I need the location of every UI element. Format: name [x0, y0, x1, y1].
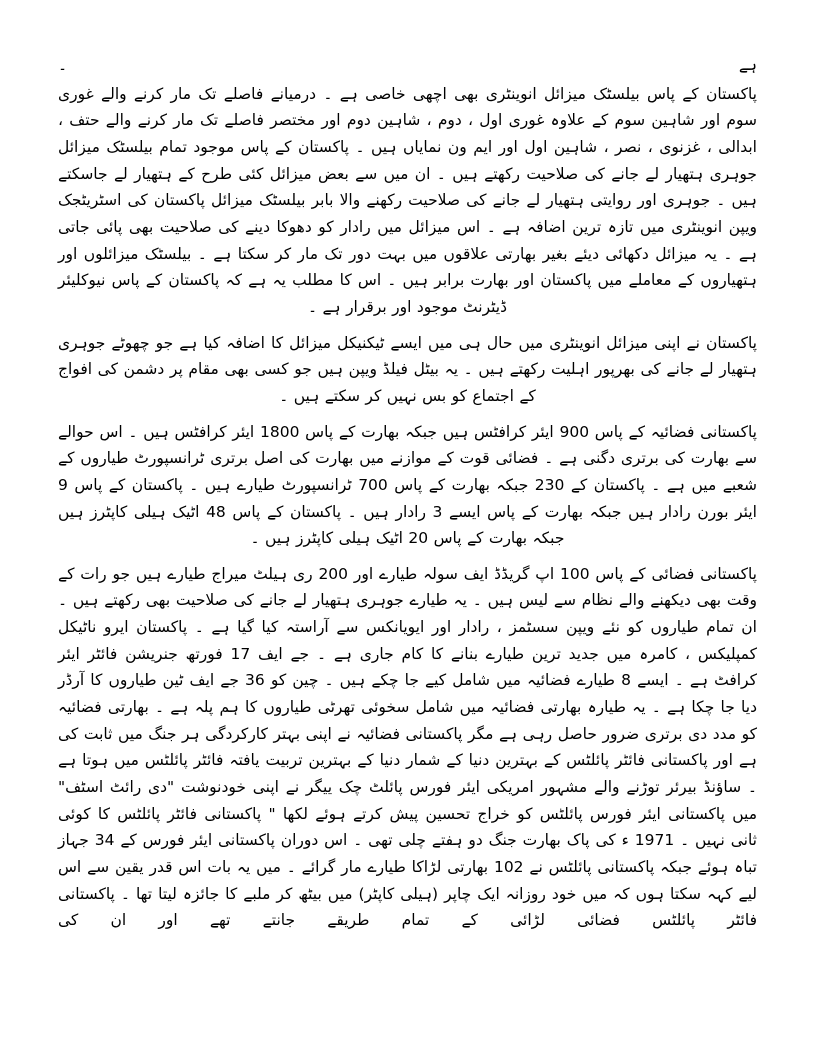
- paragraph-4: پاکستانی فضائی کے پاس 100 اپ گریڈڈ ایف سولہ طیارے اور 200 ری ہیلٹ میراج طیارے ہیں جو رات کے وقت بھی دیکھنے والے نظام سے لیس ہیں ۔ یہ طیارے جوہری ہتھیار لے جانے کی صلاحیت بھی رکھتے ہیں ۔ ان تمام طیاروں کو نئے ویپن سسٹمز ، رادار اور ایویانکس سے آراستہ کیا گیا ہے ۔ پاکستان ایرو ناٹیکل کمپلیکس ، کامرہ میں جدید ترین طیارے بنانے کا کام جاری ہے ۔ جے ایف 17 فورتھ جنریشن فائٹر ایئر کرافٹ ہے ۔ ایسے 8 طیارے فضائیہ میں شامل کیے جا چکے ہیں ۔ چین کو 36 جے ایف ٹین طیاروں کا آرڈر دیا جا چکا ہے ۔ یہ طیارہ بھارتی فضائیہ میں شامل سخوئی تھرٹی طیاروں کا ہم پلہ ہے ۔ بھارتی فضائیہ کو مدد دی برتری ضرور حاصل رہی ہے مگر پاکستانی فضائیہ نے اپنی بہتر کارکردگی ہر جنگ میں ثابت کی ہے اور پاکستانی فائٹر پائلٹس کے بہترین دنیا کے شمار دنیا کے بہترین تربیت یافتہ فائٹر پائلٹس میں ہوتا ہے ۔ ساؤنڈ بیرئر توڑنے والے مشہور امریکی ایئر فورس پائلٹ چک ییگر نے اپنی خودنوشت "دی رائٹ اسٹف" میں پاکستانی ایئر فورس پائلٹس کو خراج تحسین پیش کرتے ہوئے لکھا " پاکستانی فائٹر پائلٹس کا کوئی ثانی نہیں ۔ 1971 ء کی پاک بھارت جنگ دو ہفتے چلی تھی ۔ اس دوران پاکستانی ایئر فورس کے 34 جہاز تباہ ہوئے جبکہ پاکستانی پائلٹس نے 102 بھارتی لڑاکا طیارے مار گرائے ۔ میں یہ بات اس قدر یقین سے اس لیے کہہ سکتا ہوں کہ میں خود روزانہ ایک چاپر (ہیلی کاپٹر) میں بیٹھ کر ملبے کا جائزہ لیتا تھا ۔ پاکستانی فائٹر پائلٹس فضائی لڑائی کے تمام طریقے جانتے تھے اور ان کی: [58, 564, 757, 930]
- document-body: [58, 52, 757, 934]
- top-line-fragment: ہے ۔: [58, 56, 757, 74]
- paragraph-2: پاکستان نے اپنی میزائل انوینٹری میں حال ہی میں ایسے ٹیکنیکل میزائل کا اضافہ کیا ہے جو چھوٹے جوہری ہتھیار لے جانے کی بھرپور اہلیت رکھتے ہیں ۔ یہ بیٹل فیلڈ ویپن ہیں جو کسی بھی مقام پر دشمن کی افواج کے اجتماع کو بس نہیں کر سکتے ہیں ۔: [58, 333, 757, 405]
- paragraph-3: پاکستانی فضائیہ کے پاس 900 ایئر کرافٹس ہیں جبکہ بھارت کے پاس 1800 ایئر کرافٹس ہیں ۔ اس حوالے سے بھارت کی برتری دگنی ہے ۔ فضائی قوت کے موازنے میں بھارت کی اصل برتری ٹرانسپورٹ طیاروں کے شعبے میں ہے ۔ پاکستان کے 230 جبکہ بھارت کے پاس 700 ٹرانسپورٹ طیارے ہیں ۔ پاکستان کے پاس 9 ایئر بورن رادار ہیں جبکہ بھارت کے پاس ایسے 3 رادار ہیں ۔ پاکستان کے پاس 48 اٹیک ہیلی کاپٹرز ہیں جبکہ بھارت کے پاس 20 اٹیک ہیلی کاپٹرز ہیں ۔: [58, 422, 757, 548]
- paragraph-1: پاکستان کے پاس بیلسٹک میزائل انوینٹری بھی اچھی خاصی ہے ۔ درمیانے فاصلے تک مار کرنے والے غوری سوم اور شاہین سوم کے علاوہ غوری اول ، دوم ، شاہین دوم اور مختصر فاصلے تک مار کرنے والے حتف ، ابدالی ، غزنوی ، نصر ، شاہین اول اور ایم ون نمایاں ہیں ۔ پاکستان کے پاس موجود تمام بیلسٹک میزائل جوہری ہتھیار لے جانے کی صلاحیت رکھتے ہیں ۔ ان میں سے بعض میزائل کئی طرح کے ہتھیار لے جاسکتے ہیں ۔ جوہری اور روایتی ہتھیار لے جانے کی صلاحیت رکھنے والا بابر بیلسٹک میزائل پاکستان کی اسٹریٹجک ویپن انوینٹری میں تازہ ترین اضافہ ہے ۔ اس میزائل میں رادار کو دھوکا دینے کی صلاحیت بھی پائی جاتی ہے ۔ یہ میزائل دکھائی دیئے بغیر بھارتی علاقوں میں بہت دور تک مار کر سکتا ہے ۔ بیلسٹک میزائلوں اور ہتھیاروں کے معاملے میں پاکستان اور بھارت برابر ہیں ۔ اس کا مطلب یہ ہے کہ پاکستان کے پاس نیوکلیئر ڈیٹرنٹ موجود اور برقرار ہے ۔: [58, 84, 757, 316]
